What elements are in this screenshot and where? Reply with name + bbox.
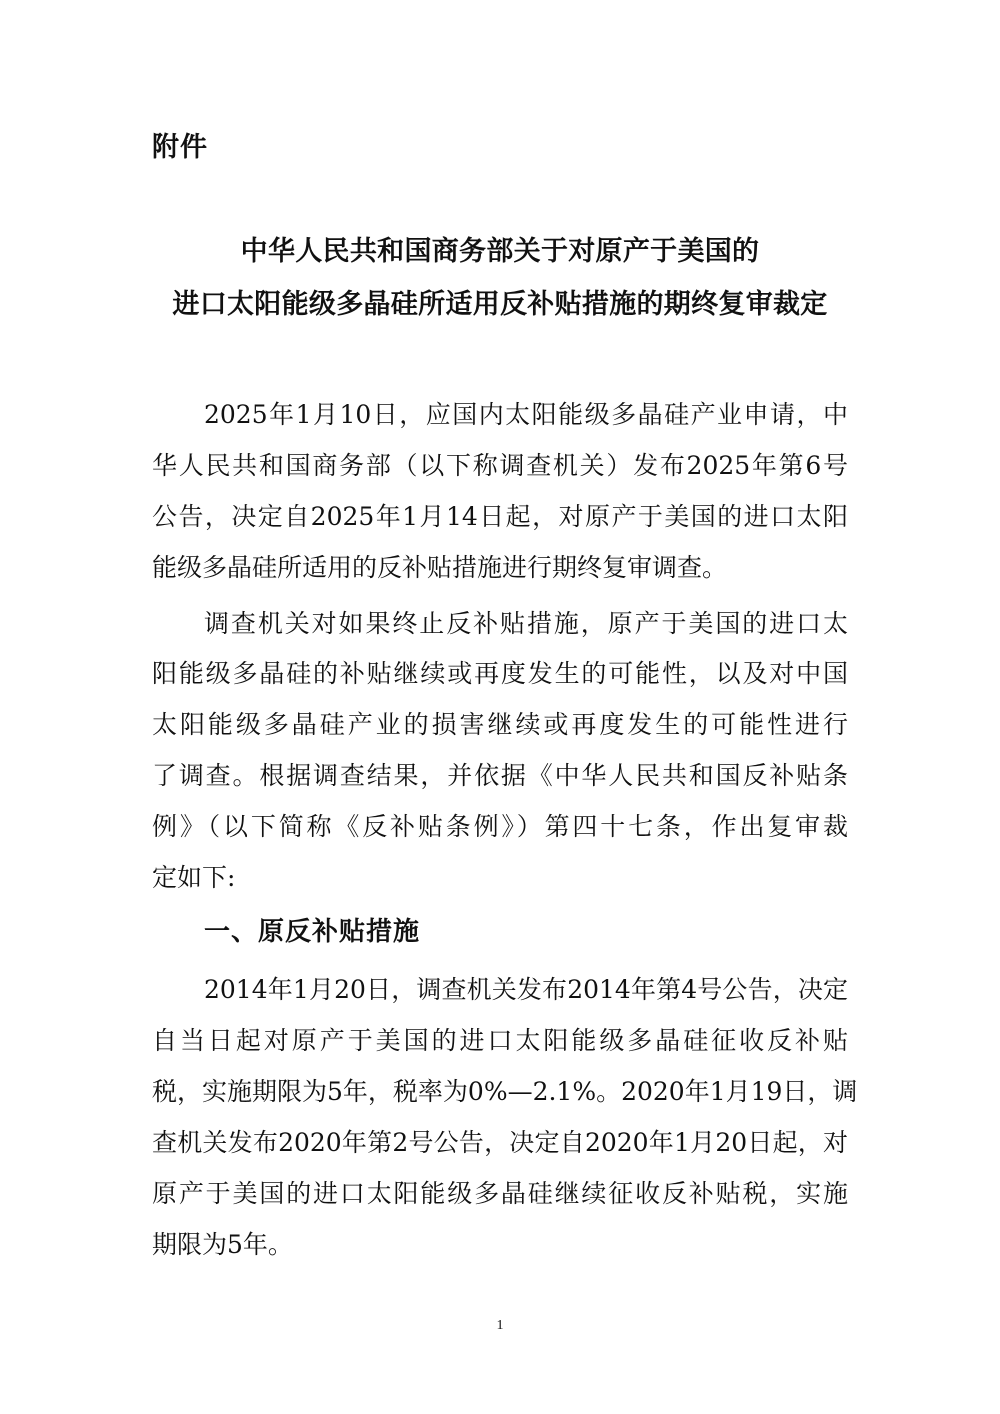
paragraph-3-line-3: 税，实施期限为5年，税率为0%—2.1%。2020年1月19日，调 [152, 1077, 858, 1106]
paragraph-2-line-1: 调查机关对如果终止反补贴措施，原产于美国的进口太 [204, 609, 848, 638]
paragraph-2-line-4: 了调查。根据调查结果，并依据《中华人民共和国反补贴条 [152, 761, 848, 790]
paragraph-1-line-3: 公告，决定自2025年1月14日起，对原产于美国的进口太阳 [152, 502, 848, 531]
paragraph-3-line-2: 自当日起对原产于美国的进口太阳能级多晶硅征收反补贴 [152, 1026, 848, 1055]
section-1-heading: 一、原反补贴措施 [204, 917, 421, 947]
paragraph-1-line-1: 2025年1月10日，应国内太阳能级多晶硅产业申请，中 [204, 400, 848, 429]
paragraph-2-line-6: 定如下: [152, 863, 236, 892]
document-title-line-1: 中华人民共和国商务部关于对原产于美国的 [240, 236, 760, 267]
paragraph-1-line-2: 华人民共和国商务部（以下称调查机关）发布2025年第6号 [152, 451, 848, 480]
page-number: 1 [496, 1318, 504, 1333]
paragraph-3-line-4: 查机关发布2020年第2号公告，决定自2020年1月20日起，对 [152, 1128, 848, 1157]
paragraph-2-line-3: 太阳能级多晶硅产业的损害继续或再度发生的可能性进行 [152, 710, 848, 739]
paragraph-1-line-4: 能级多晶硅所适用的反补贴措施进行期终复审调查。 [152, 553, 728, 582]
document-title-line-2: 进口太阳能级多晶硅所适用反补贴措施的期终复审裁定 [172, 289, 828, 320]
paragraph-3-line-6: 期限为5年。 [152, 1230, 293, 1259]
attachment-label: 附件 [152, 132, 208, 163]
paragraph-3-line-5: 原产于美国的进口太阳能级多晶硅继续征收反补贴税，实施 [152, 1179, 848, 1208]
paragraph-2-line-2: 阳能级多晶硅的补贴继续或再度发生的可能性，以及对中国 [152, 659, 848, 688]
paragraph-3-line-1: 2014年1月20日，调查机关发布2014年第4号公告，决定 [204, 975, 848, 1004]
paragraph-2-line-5: 例》（以下简称《反补贴条例》）第四十七条，作出复审裁 [152, 812, 848, 841]
